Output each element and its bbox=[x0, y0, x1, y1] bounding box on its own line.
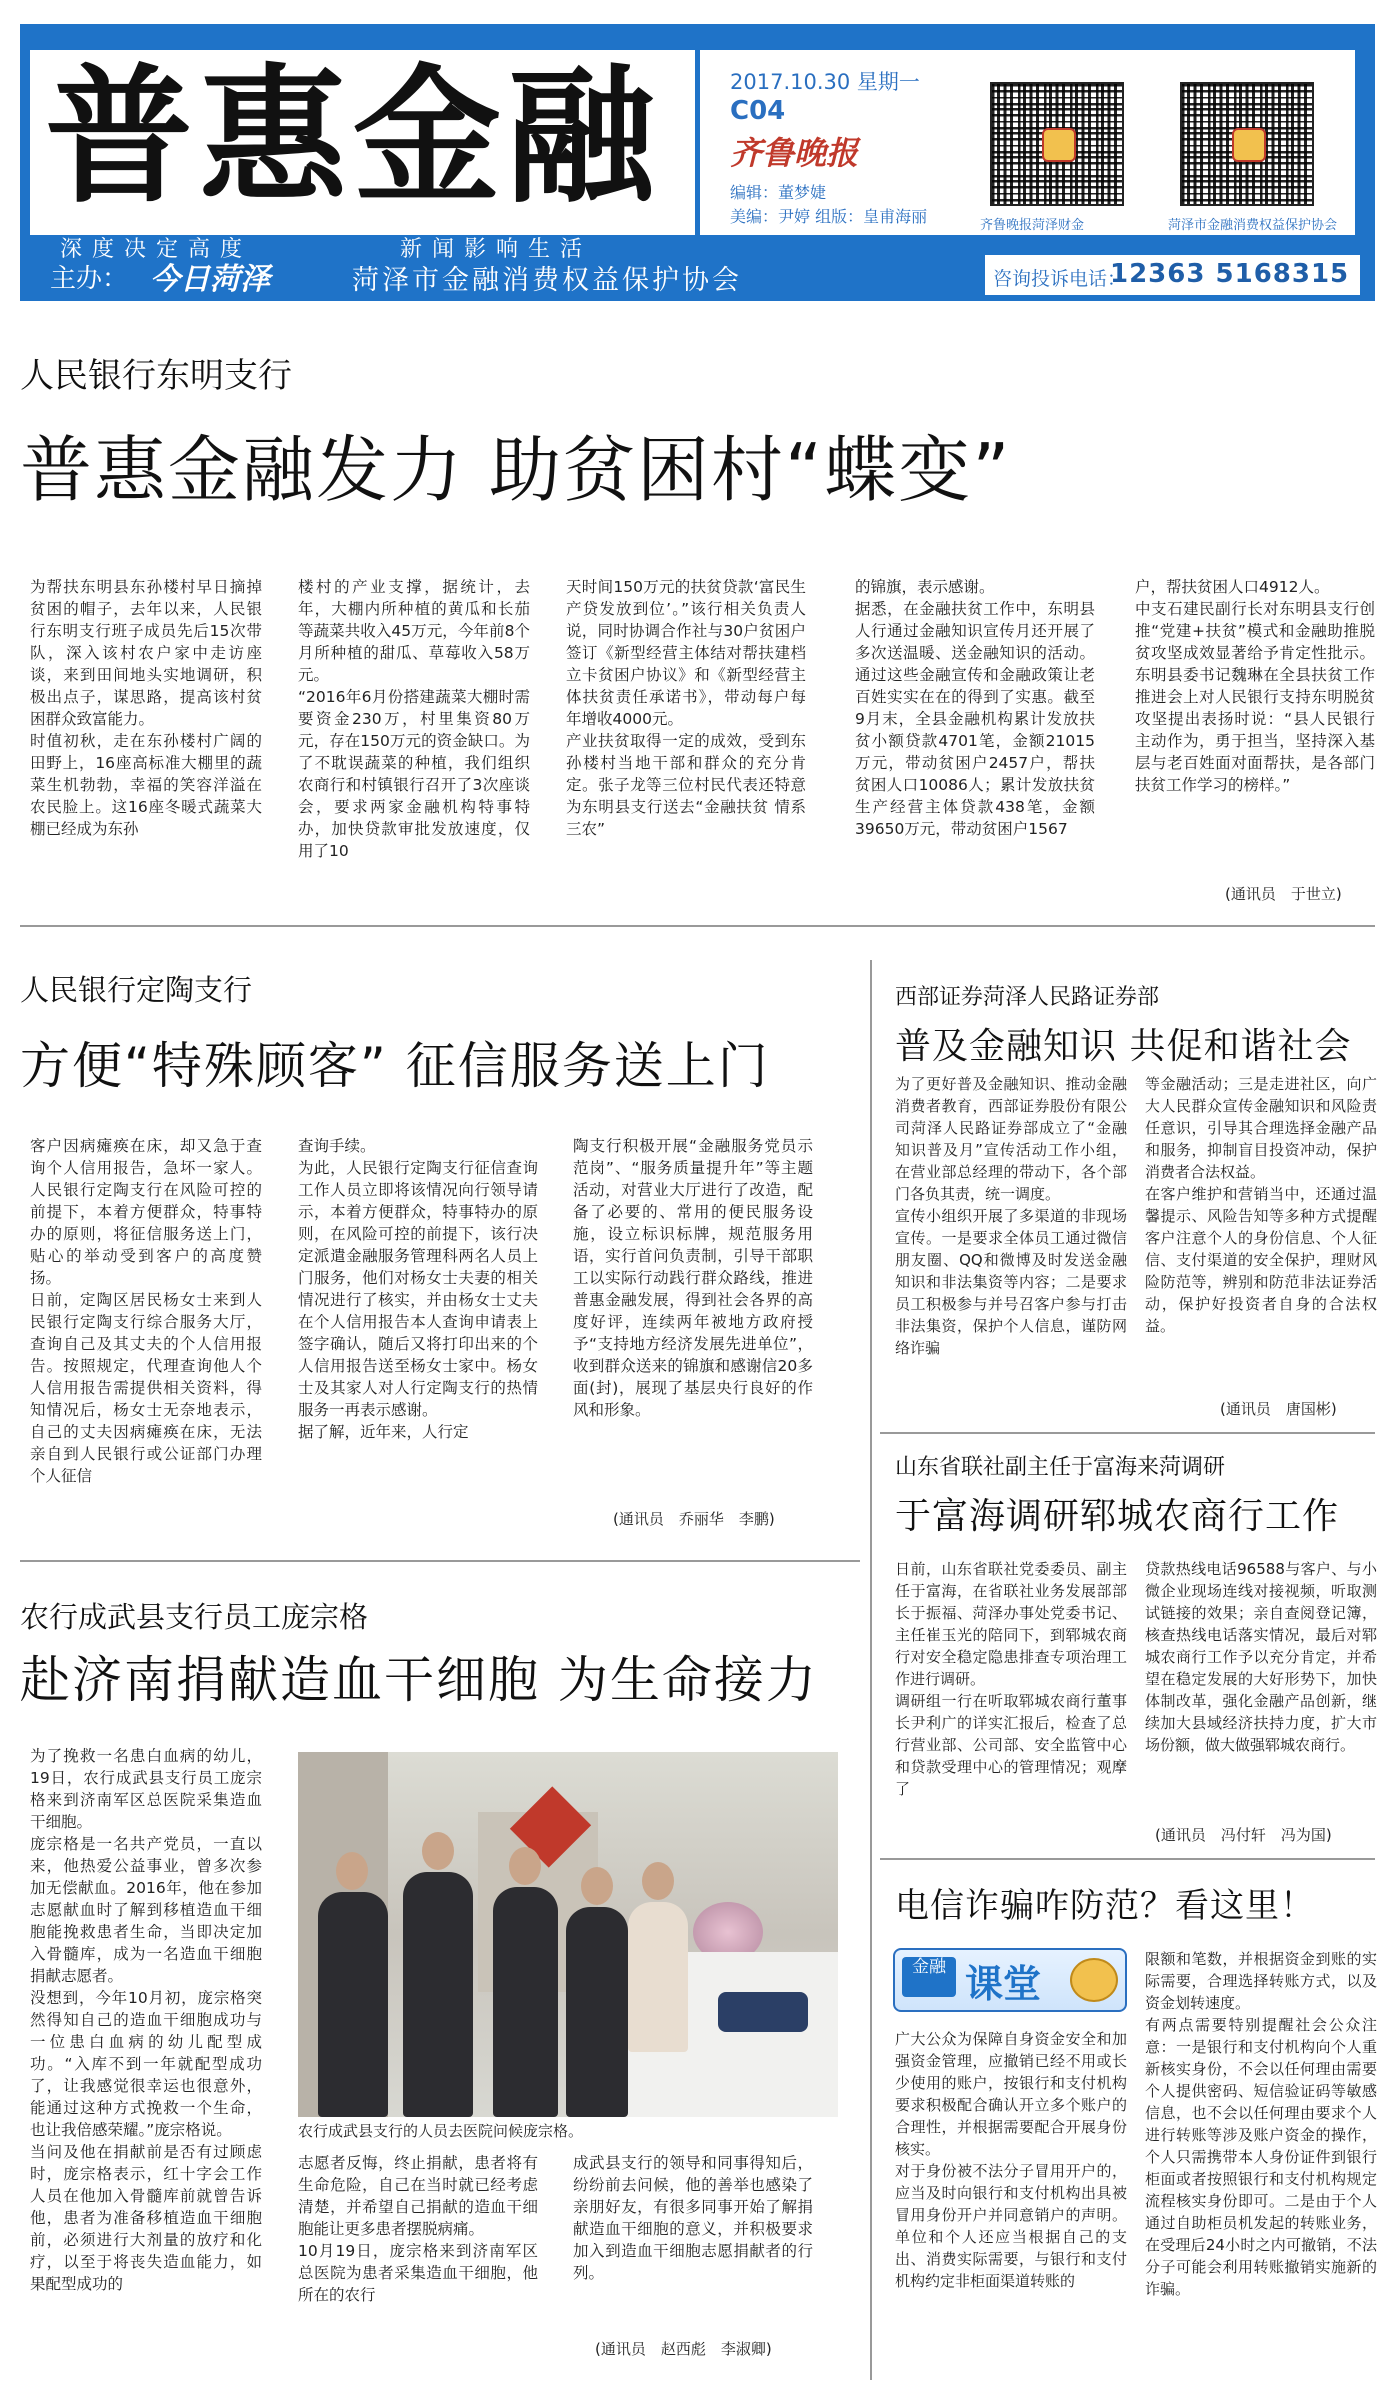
article4-byline: (通讯员 唐国彬) bbox=[1220, 1400, 1337, 1418]
slogan-right: 新闻影响生活 bbox=[400, 237, 593, 262]
article4-headline: 普及金融知识 共促和谐社会 bbox=[895, 1026, 1352, 1067]
qr-code-icon[interactable] bbox=[1180, 82, 1314, 206]
page-title: 普惠金融 bbox=[45, 51, 661, 223]
issue-date: 2017.10.30 星期一 bbox=[730, 70, 920, 94]
article2-col2: 查询手续。 为此，人民银行定陶支行征信查询工作人员立即将该情况向行领导请示，本着方便群众，特事特办的原则，在风险可控的前提下，该行决定派遣金融服务管理科两名人员上门服务，他们对杨女士夫妻的相关情况进行了核实，并由杨女士丈夫在个人信用报告本人查询申请表上签字确认，随后又将打印出来的个人信用报告送至杨女士家中。杨女士及其家人对人行定陶支行的热情服务一再表示感谢。 据了解，近年来，人行定 bbox=[298, 1137, 538, 1441]
page-number: C04 bbox=[730, 96, 786, 126]
article3-byline: (通讯员 赵西彪 李淑卿) bbox=[595, 2340, 772, 2358]
article4-col2: 等金融活动；三是走进社区，向广大人民群众宣传金融知识和风险责任意识，引导其合理选择金融产品和服务，抑制盲目投资冲动，保护消费者合法权益。 在客户维护和营销当中，还通过温馨提示、风险告知等多种方式提醒客户注意个人的身份信息、个人征信、支付渠道的安全保护，理财风险防范等，辨别和防范非法证券活动，保护好投资者自身的合法权益。 bbox=[1145, 1075, 1377, 1335]
article1-col1: 为帮扶东明县东孙楼村早日摘掉贫困的帽子，去年以来，人民银行东明支行班子成员先后15次带队，深入该村农户家中走访座谈，来到田间地头实地调研，积极出点子，谋思路，提高该村贫困群众致富能力。 时值初秋，走在东孙楼村广阔的田野上，16座高标准大棚里的蔬菜生机勃勃，幸福的笑容洋溢在农民脸上。这16座冬暖式蔬菜大棚已经成为东孙 bbox=[30, 578, 262, 838]
host-label: 主办： bbox=[50, 264, 129, 294]
article6-col2: 限额和笔数，并根据资金到账的实际需要，合理选择转账方式，以及资金划转速度。 有两点需要特别提醒社会公众注意：一是银行和支付机构向个人重新核实身份，不会以任何理由需要个人提供密码、短信验证码等敏感信息，也不会以任何理由要求个人进行转账等涉及账户资金的操作，个人只需携带本人身份证件到银行柜面或者按照银行和支付机构规定流程核实身份即可。二是由于个人通过自助柜员机发起的转账业务，在受理后24小时之内可撤销，不法分子可能会利用转账撤销实施新的诈骗。 bbox=[1145, 1950, 1377, 2298]
article5-kicker: 山东省联社副主任于富海来菏调研 bbox=[895, 1455, 1226, 1480]
divider bbox=[880, 1858, 1375, 1860]
article2-kicker: 人民银行定陶支行 bbox=[20, 973, 253, 1007]
article2-col3: 陶支行积极开展“金融服务党员示范岗”、“服务质量提升年”等主题活动，对营业大厅进行了改造，配备了必要的、常用的便民服务设施，设立标识标牌，规范服务用语，实行首问负责制，引导干部职工以实际行动践行群众路线，推进普惠金融发展，得到社会各界的高度好评，连续两年被地方政府授予“支持地方经济发展先进单位”，收到群众送来的锦旗和感谢信20多面(封)，展现了基层央行良好的作风和形象。 bbox=[573, 1137, 813, 1419]
host-logo: 今日菏泽 bbox=[150, 262, 270, 297]
article6-headline: 电信诈骗咋防范？看这里！ bbox=[895, 1886, 1315, 1926]
divider bbox=[880, 1432, 1375, 1434]
article3-kicker: 农行成武县支行员工庞宗格 bbox=[20, 1600, 369, 1634]
article6-col1: 广大公众为保障自身资金安全和加强资金管理，应撤销已经不用或长少使用的账户，按银行和支付机构要求积极配合确认开立多个账户的合理性，并根据需要配合开展身份核实。 对于身份被不法分子冒用开户的，应当及时向银行和支付机构出具被冒用身份开户并同意销户的声明。单位和个人还应当根据自己的支出、消费实际需要，与银行和支付机构约定非柜面渠道转账的 bbox=[895, 2030, 1127, 2290]
article3-headline: 赴济南捐献造血干细胞 为生命接力 bbox=[20, 1651, 818, 1709]
article2-col1: 客户因病瘫痪在床，却又急于查询个人信用报告，急坏一家人。人民银行定陶支行在风险可控的前提下，本着方便群众，特事特办的原则，将征信服务送上门，贴心的举动受到客户的高度赞扬。 日前，定陶区居民杨女士来到人民银行定陶支行综合服务大厅，查询自己及其丈夫的个人信用报告。按照规定，代理查询他人个人信用报告需提供相关资料，得知情况后，杨女士无奈地表示，自己的丈夫因病瘫痪在床，无法亲自到人民银行或公证部门办理个人征信 bbox=[30, 1137, 262, 1485]
article1-col2: 楼村的产业支撑，据统计，去年，大棚内所种植的黄瓜和长茄等蔬菜共收入45万元，今年前8个月所种植的甜瓜、草莓收入58万元。 “2016年6月份搭建蔬菜大棚时需要资金230万，村里集资80万元，存在150万元的资金缺口。为了不耽误蔬菜的种植，我们组织农商行和村镇银行召开了3次座谈会，要求两家金融机构特事特办，加快贷款审批发放速度，仅用了10 bbox=[298, 578, 530, 860]
article3-col2: 志愿者反悔，终止捐献，患者将有生命危险，自己在当时就已经考虑清楚，并希望自己捐献的造血干细胞能让更多患者摆脱病痛。 10月19日，庞宗格来到济南军区总医院为患者采集造血干细胞，他所在的农行 bbox=[298, 2154, 538, 2304]
host-organization: 菏泽市金融消费权益保护协会 bbox=[352, 265, 742, 296]
hotline-number: 12363 5168315 bbox=[1110, 259, 1350, 289]
article2-headline: 方便“特殊顾客” 征信服务送上门 bbox=[20, 1037, 770, 1095]
qr1-caption: 齐鲁晚报菏泽财金 bbox=[980, 218, 1085, 233]
article3-col1: 为了挽救一名患白血病的幼儿，19日，农行成武县支行员工庞宗格来到济南军区总医院采集造血干细胞。 庞宗格是一名共产党员，一直以来，他热爱公益事业，曾多次参加无偿献血。2016年，他在参加志愿献血时了解到移植造血干细胞能挽救患者生命，当即决定加入骨髓库，成为一名造血干细胞捐献志愿者。 没想到，今年10月初，庞宗格突然得知自己的造血干细胞成功与一位患白血病的幼儿配型成功。“入库不到一年就配型成功了，让我感觉很幸运也很意外，能通过这种方式挽救一个生命，也让我倍感荣耀。”庞宗格说。 当问及他在捐献前是否有过顾虑时，庞宗格表示，红十字会工作人员在他加入骨髓库前就曾告诉他，患者为准备移植造血干细胞前，必须进行大剂量的放疗和化疗，以至于将丧失造血能力，如果配型成功的 bbox=[30, 1747, 262, 2293]
news-photo bbox=[298, 1752, 838, 2117]
editor-credit: 编辑：董梦婕 bbox=[730, 183, 827, 202]
hotline-label: 咨询投诉电话： bbox=[993, 268, 1127, 290]
article1-kicker: 人民银行东明支行 bbox=[20, 356, 292, 396]
article3-col3: 成武县支行的领导和同事得知后，纷纷前去问候，他的善举也感染了亲朋好友，有很多同事开始了解捐献造血干细胞的意义，并积极要求加入到造血干细胞志愿捐献者的行列。 bbox=[573, 2154, 813, 2282]
designer-credit: 美编：尹婷 组版：皇甫海丽 bbox=[730, 207, 928, 226]
slogan-left: 深度决定高度 bbox=[60, 237, 253, 262]
article5-headline: 于富海调研郓城农商行工作 bbox=[895, 1496, 1340, 1537]
article1-col3: 天时间150万元的扶贫贷款‘富民生产贷发放到位’。”该行相关负责人说，同时协调合作社与30户贫困户签订《新型经营主体结对帮扶建档立卡贫困户协议》和《新型经营主体扶贫责任承诺书》，带动每户每年增收4000元。 产业扶贫取得一定的成效，受到东孙楼村当地干部和群众的充分肯定。张子龙等三位村民代表还特意为东明县支行送去“金融扶贫 情系三农” bbox=[566, 578, 806, 838]
column-divider bbox=[870, 960, 872, 2380]
photo-caption: 农行成武县支行的人员去医院问候庞宗格。 bbox=[298, 2122, 584, 2140]
article5-col1: 日前，山东省联社党委委员、副主任于富海，在省联社业务发展部部长于振福、菏泽办事处党委书记、主任崔玉光的陪同下，到郓城农商行对安全稳定隐患排查专项治理工作进行调研。 调研组一行在听取郓城农商行董事长尹利广的详实汇报后，检查了总行营业部、公司部、安全监管中心和贷款受理中心的管理情况；观摩了 bbox=[895, 1560, 1127, 1798]
classroom-logo-text-a: 金融 bbox=[902, 1957, 956, 1997]
article5-byline: (通讯员 冯付轩 冯为国) bbox=[1155, 1826, 1332, 1844]
divider bbox=[20, 925, 1375, 927]
article1-col4: 的锦旗，表示感谢。 据悉，在金融扶贫工作中，东明县人行通过金融知识宣传月还开展了多次送温暖、送金融知识的活动。通过这些金融宣传和金融政策让老百姓实实在在的得到了实惠。截至9月末，全县金融机构累计发放扶贫小额贷款4701笔，金额21015万元，带动贫困户2457户，帮扶贫困人口10086人；累计发放扶贫生产经营主体贷款438笔，金额39650万元，带动贫困户1567 bbox=[855, 578, 1095, 838]
article1-byline: (通讯员 于世立) bbox=[1225, 885, 1342, 903]
coins-icon bbox=[1070, 1958, 1118, 2002]
divider bbox=[20, 1560, 860, 1562]
classroom-logo-text-b: 课堂 bbox=[965, 1962, 1042, 2006]
qr2-caption: 菏泽市金融消费权益保护协会 bbox=[1168, 218, 1338, 233]
article1-col5: 户，帮扶贫困人口4912人。 中支石建民副行长对东明县支行创推“党建+扶贫”模式和金融助推脱贫攻坚成效显著给予肯定性批示。东明县委书记魏琳在全县扶贫工作推进会上对人民银行支持东明脱贫攻坚提出表扬时说：“县人民银行主动作为，勇于担当，坚持深入基层与老百姓面对面帮扶，是各部门扶贫工作学习的榜样。” bbox=[1135, 578, 1375, 794]
newspaper-logo: 齐鲁晚报 bbox=[730, 134, 859, 172]
article4-col1: 为了更好普及金融知识、推动金融消费者教育，西部证券股份有限公司菏泽人民路证券部成立了“金融知识普及月”宣传活动工作小组，在营业部总经理的带动下，各个部门各负其责，统一调度。 宣传小组织开展了多渠道的非现场宣传。一是要求全体员工通过微信朋友圈、QQ和微博及时发送金融知识和非法集资等内容；二是要求员工积极参与并号召客户参与打击非法集资，保护个人信息，谨防网络诈骗 bbox=[895, 1075, 1127, 1357]
article4-kicker: 西部证券菏泽人民路证券部 bbox=[895, 985, 1160, 1010]
article1-headline: 普惠金融发力 助贫困村“蝶变” bbox=[20, 428, 1012, 512]
article5-col2: 贷款热线电话96588与客户、与小微企业现场连线对接视频，听取测试链接的效果；亲自查阅登记簿，核查热线电话落实情况，最后对郓城农商行工作予以充分肯定，并希望在稳定发展的大好形势下，加快体制改革，强化金融产品创新，继续加大县域经济扶持力度，扩大市场份额，做大做强郓城农商行。 bbox=[1145, 1560, 1377, 1754]
qr-code-icon[interactable] bbox=[990, 82, 1124, 206]
article2-byline: (通讯员 乔丽华 李鹏) bbox=[613, 1510, 775, 1528]
